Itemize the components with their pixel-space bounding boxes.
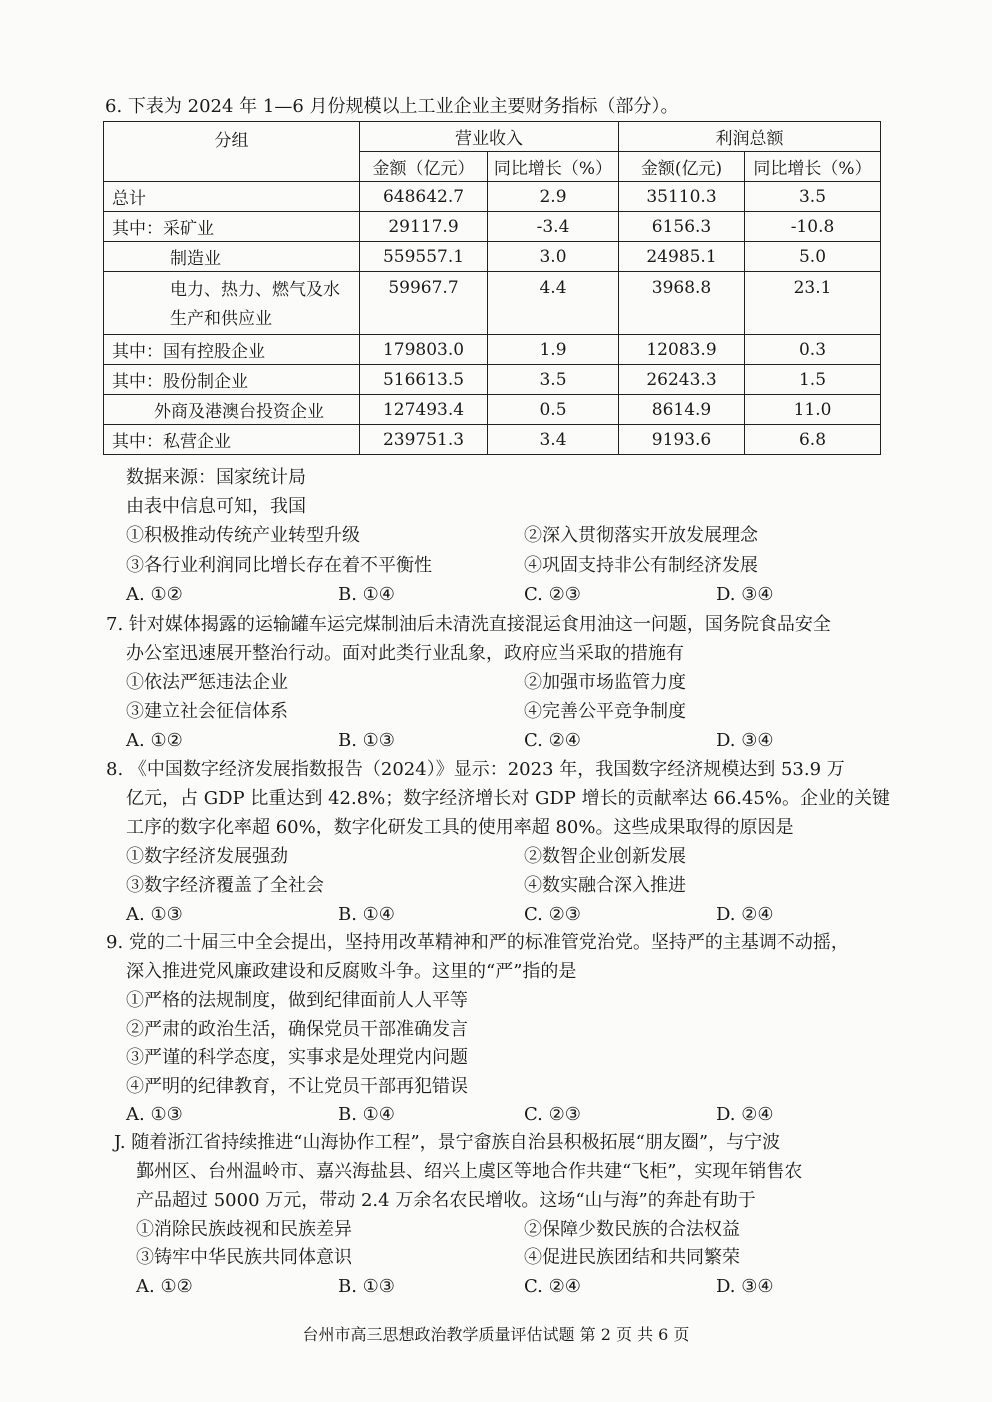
row-revenue-growth: -3.4 [488, 212, 619, 242]
row-revenue-growth: 4.4 [488, 272, 619, 335]
q8-statement-4: ④数实融合深入推进 [524, 875, 686, 896]
q10-line-3: 产品超过 5000 万元，带动 2.4 万余名农民增收。这场“山与海”的奔赴有助于 [136, 1190, 756, 1211]
q8-statement-3: ③数字经济覆盖了全社会 [126, 875, 324, 896]
row-revenue-growth: 1.9 [488, 335, 619, 365]
q7-option-c[interactable]: C. ②④ [524, 730, 581, 751]
row-revenue: 648642.7 [360, 182, 488, 212]
q6-option-d[interactable]: D. ③④ [716, 584, 774, 605]
row-revenue-growth: 3.0 [488, 242, 619, 272]
q7-statement-3: ③建立社会征信体系 [126, 701, 288, 722]
q6-stem: 6. 下表为 2024 年 1—6 月份规模以上工业企业主要财务指标（部分）。 [105, 96, 679, 117]
q10-option-a[interactable]: A. ①② [136, 1276, 193, 1297]
row-profit: 9193.6 [619, 425, 745, 455]
page-footer: 台州市高三思想政治教学质量评估试题 第 2 页 共 6 页 [302, 1325, 690, 1344]
row-profit: 24985.1 [619, 242, 745, 272]
q6-statement-4: ④巩固支持非公有制经济发展 [524, 555, 758, 576]
row-profit-growth: 11.0 [745, 395, 881, 425]
row-profit-growth: 3.5 [745, 182, 881, 212]
q7-option-d[interactable]: D. ③④ [716, 730, 774, 751]
q8-option-a[interactable]: A. ①③ [126, 904, 183, 925]
table-row [104, 395, 881, 425]
q7-statement-1: ①依法严惩违法企业 [126, 672, 288, 693]
row-group: 总计 [104, 182, 360, 212]
row-revenue: 59967.7 [360, 272, 488, 335]
row-profit-growth: 0.3 [745, 335, 881, 365]
header-group: 分组 [104, 122, 360, 182]
row-group: 其中：私营企业 [104, 425, 360, 455]
q7-statement-4: ④完善公平竞争制度 [524, 701, 686, 722]
table-row [104, 242, 881, 272]
row-revenue-growth: 0.5 [488, 395, 619, 425]
q6-option-b[interactable]: B. ①④ [338, 584, 395, 605]
q9-statement-1: ①严格的法规制度，做到纪律面前人人平等 [126, 990, 468, 1011]
row-revenue-growth: 2.9 [488, 182, 619, 212]
row-revenue-growth: 3.4 [488, 425, 619, 455]
q7-statement-2: ②加强市场监管力度 [524, 672, 686, 693]
q8-statement-1: ①数字经济发展强劲 [126, 846, 288, 867]
q8-option-b[interactable]: B. ①④ [338, 904, 395, 925]
row-group: 制造业 [104, 242, 360, 272]
row-profit-growth: 1.5 [745, 365, 881, 395]
q10-option-b[interactable]: B. ①③ [338, 1276, 395, 1297]
q10-statement-1: ①消除民族歧视和民族差异 [136, 1219, 352, 1240]
header-profit: 利润总额 [619, 122, 881, 152]
q6-source: 数据来源：国家统计局 [126, 467, 306, 488]
q6-statement-1: ①积极推动传统产业转型升级 [126, 525, 360, 546]
q9-statement-2: ②严肃的政治生活，确保党员干部准确发言 [126, 1019, 468, 1040]
q8-statement-2: ②数智企业创新发展 [524, 846, 686, 867]
q8-line-1: 8. 《中国数字经济发展指数报告（2024）》显示：2023 年，我国数字经济规模达到 53.9 万 [106, 759, 845, 780]
row-profit-growth: 5.0 [745, 242, 881, 272]
q8-line-2: 亿元，占 GDP 比重达到 42.8%；数字经济增长对 GDP 增长的贡献率达 66.45%。企业的关键 [126, 788, 890, 809]
q6-option-c[interactable]: C. ②③ [524, 584, 581, 605]
row-revenue: 559557.1 [360, 242, 488, 272]
q7-option-b[interactable]: B. ①③ [338, 730, 395, 751]
table-row [104, 335, 881, 365]
q6-option-a[interactable]: A. ①② [126, 584, 183, 605]
q10-option-c[interactable]: C. ②④ [524, 1276, 581, 1297]
q7-line-1: 7. 针对媒体揭露的运输罐车运完煤制油后未清洗直接混运食用油这一问题，国务院食品安全 [106, 614, 831, 635]
row-group: 其中：采矿业 [104, 212, 360, 242]
row-group: 外商及港澳台投资企业 [104, 395, 360, 425]
q9-statement-3: ③严谨的科学态度，实事求是处理党内问题 [126, 1047, 468, 1068]
row-profit-growth: 23.1 [745, 272, 881, 335]
row-profit: 6156.3 [619, 212, 745, 242]
row-profit: 35110.3 [619, 182, 745, 212]
row-revenue-growth: 3.5 [488, 365, 619, 395]
row-profit: 26243.3 [619, 365, 745, 395]
row-revenue: 239751.3 [360, 425, 488, 455]
row-profit: 8614.9 [619, 395, 745, 425]
row-profit: 3968.8 [619, 272, 745, 335]
q9-option-d[interactable]: D. ②④ [716, 1104, 774, 1125]
q6-statement-3: ③各行业利润同比增长存在着不平衡性 [126, 555, 432, 576]
header-growth-revenue: 同比增长（%） [488, 152, 619, 182]
q9-statement-4: ④严明的纪律教育，不让党员干部再犯错误 [126, 1076, 468, 1097]
q10-statement-4: ④促进民族团结和共同繁荣 [524, 1247, 740, 1268]
q9-option-b[interactable]: B. ①④ [338, 1104, 395, 1125]
q10-line-1: J. 随着浙江省持续推进“山海协作工程”，景宁畲族自治县积极拓展“朋友圈”，与宁波 [114, 1132, 781, 1153]
row-revenue: 516613.5 [360, 365, 488, 395]
table-row [104, 182, 881, 212]
table-row [104, 272, 881, 335]
row-revenue: 29117.9 [360, 212, 488, 242]
table-row [104, 365, 881, 395]
row-group: 其中：股份制企业 [104, 365, 360, 395]
q8-option-d[interactable]: D. ②④ [716, 904, 774, 925]
q10-statement-2: ②保障少数民族的合法权益 [524, 1219, 740, 1240]
header-amount-profit: 金额(亿元) [619, 152, 745, 182]
row-profit-growth: 6.8 [745, 425, 881, 455]
row-revenue: 127493.4 [360, 395, 488, 425]
q9-option-a[interactable]: A. ①③ [126, 1104, 183, 1125]
q7-option-a[interactable]: A. ①② [126, 730, 183, 751]
q9-option-c[interactable]: C. ②③ [524, 1104, 581, 1125]
q6-lead: 由表中信息可知，我国 [126, 496, 306, 517]
row-profit: 12083.9 [619, 335, 745, 365]
table-row [104, 425, 881, 455]
row-profit-growth: -10.8 [745, 212, 881, 242]
q10-line-2: 鄞州区、台州温岭市、嘉兴海盐县、绍兴上虞区等地合作共建“飞柜”，实现年销售农 [136, 1161, 803, 1182]
header-amount-revenue: 金额（亿元） [360, 152, 488, 182]
header-growth-profit: 同比增长（%） [745, 152, 881, 182]
q9-line-1: 9. 党的二十届三中全会提出，坚持用改革精神和严的标准管党治党。坚持严的主基调不动摇， [106, 932, 849, 953]
table-row [104, 212, 881, 242]
q8-line-3: 工序的数字化率超 60%，数字化研发工具的使用率超 80%。这些成果取得的原因是 [126, 817, 794, 838]
q6-statement-2: ②深入贯彻落实开放发展理念 [524, 525, 758, 546]
financial-table [103, 121, 881, 455]
q10-option-d[interactable]: D. ③④ [716, 1276, 774, 1297]
row-revenue: 179803.0 [360, 335, 488, 365]
q10-statement-3: ③铸牢中华民族共同体意识 [136, 1247, 352, 1268]
q7-line-2: 办公室迅速展开整治行动。面对此类行业乱象，政府应当采取的措施有 [126, 643, 684, 664]
table-header-row [104, 122, 881, 152]
row-group: 电力、热力、燃气及水生产和供应业 [104, 272, 360, 335]
q8-option-c[interactable]: C. ②③ [524, 904, 581, 925]
q9-line-2: 深入推进党风廉政建设和反腐败斗争。这里的“严”指的是 [126, 961, 577, 982]
header-revenue: 营业收入 [360, 122, 619, 152]
row-group: 其中：国有控股企业 [104, 335, 360, 365]
